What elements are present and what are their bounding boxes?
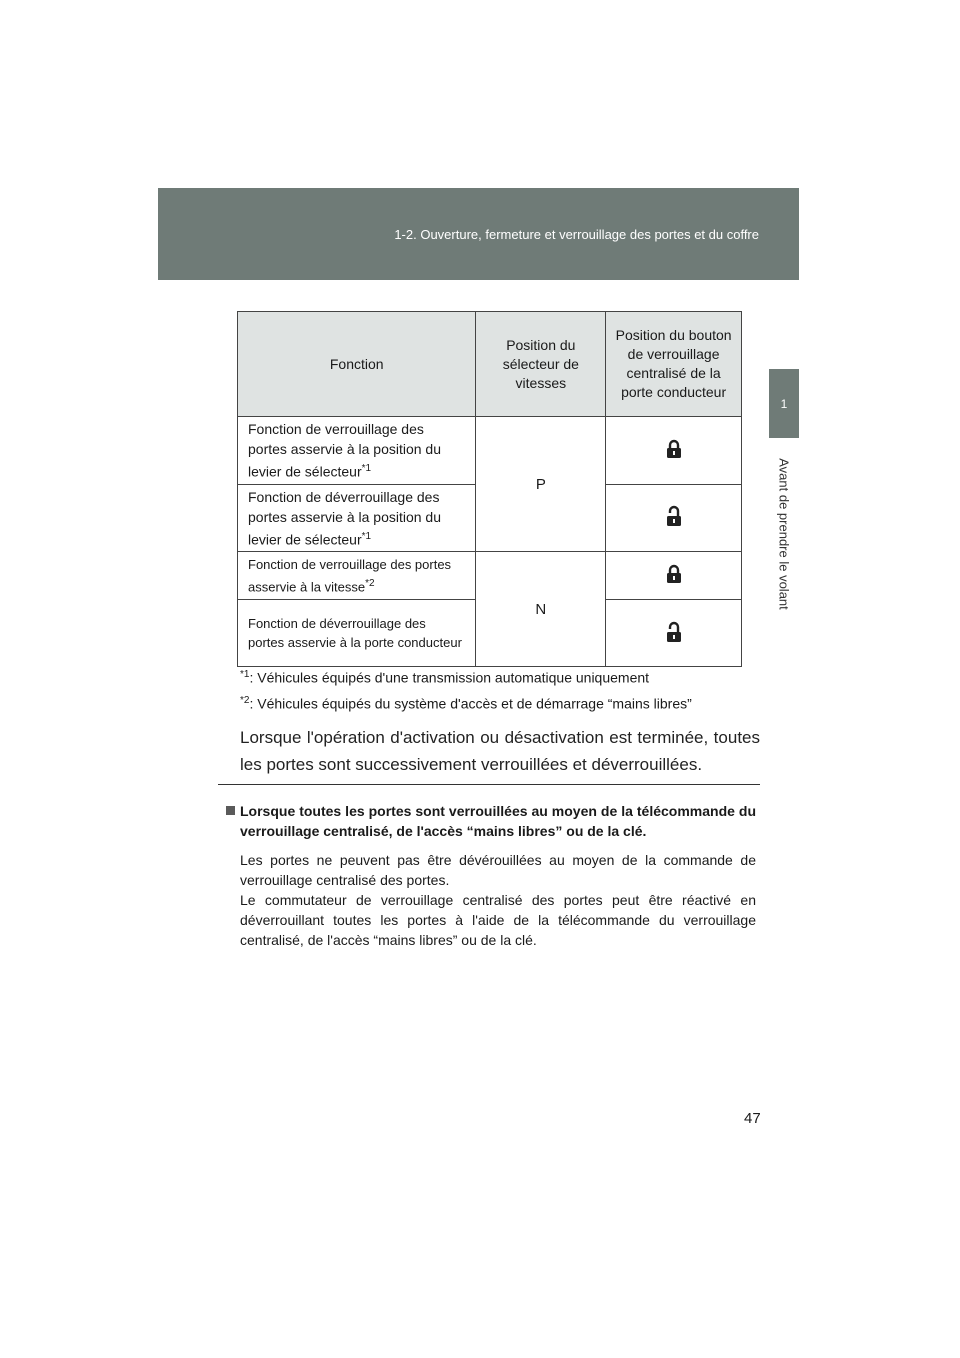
table-row: [238, 552, 742, 600]
square-bullet-icon: [226, 806, 235, 815]
footnote-1: $^{*1}$: Véhicules équipés d'une transmission automatique uniquement: [240, 669, 650, 686]
function-cell: Fonction de verrouillage des portes asservie à la position du levier de sélecteur$^{*1}$: [238, 417, 476, 485]
footnote-ref: *1: [361, 463, 372, 474]
header-function: Fonction: [238, 312, 476, 417]
header-selector-position: Position du sélecteur de vitesses: [476, 312, 606, 417]
lock-icon: [666, 439, 682, 459]
unlock-icon: [666, 505, 682, 527]
section-divider: [218, 784, 760, 785]
page-number: 47: [744, 1110, 761, 1127]
section-body-line-2: Le commutateur de verrouillage centralisé des portes peut être réactivé en déverrouillant toutes les portes à l'aide de la télécommande du verrouillage centralisé, de l'accès “mains libres” ou de la clé.: [240, 892, 756, 948]
lock-icon: [666, 564, 682, 584]
position-cell: N: [476, 552, 606, 667]
lock-cell: [606, 600, 742, 667]
chapter-label: Avant de prendre le volant: [776, 458, 792, 610]
unlock-icon: [666, 621, 682, 643]
body-paragraph: Lorsque l'opération d'activation ou désactivation est terminée, toutes les portes sont successivement verrouillées et déverrouillées.: [240, 728, 760, 774]
table-header-row: [238, 312, 742, 417]
lock-cell: [606, 484, 742, 552]
table-row: [238, 417, 742, 485]
info-section: [226, 801, 756, 950]
header-lock-button-position: Position du bouton de verrouillage centralisé de la porte conducteur: [606, 312, 742, 417]
section-title: Lorsque toutes les portes sont verrouillées au moyen de la télécommande du verrouillage centralisé, de l'accès “mains libres” ou de la clé.: [226, 801, 756, 841]
section-body: [226, 850, 756, 950]
function-cell: Fonction de verrouillage des portes asservie à la vitesse$^{*2}$: [238, 552, 476, 600]
function-cell: Fonction de déverrouillage des portes asservie à la porte conducteur: [238, 600, 476, 667]
footnote-ref: *1: [361, 530, 372, 542]
function-cell: Fonction de déverrouillage des portes asservie à la position du levier de sélecteur$^{*1}$: [238, 484, 476, 552]
lock-cell: [606, 552, 742, 600]
lock-cell: [606, 417, 742, 485]
header-bar: [158, 188, 799, 280]
header-title: 1-2. Ouverture, fermeture et verrouillage des portes et du coffre: [394, 227, 759, 242]
footnote-ref: *2: [365, 578, 375, 590]
chapter-number: 1: [780, 396, 788, 411]
position-cell: P: [476, 417, 606, 552]
footnote-2: $^{*2}$: Véhicules équipés du système d'accès et de démarrage “mains libres”: [240, 695, 692, 712]
section-body-line-1: Les portes ne peuvent pas être dévérouillées au moyen de la commande de verrouillage centralisé des portes.: [240, 852, 756, 888]
chapter-tab: [769, 369, 799, 438]
function-table: [237, 311, 742, 667]
